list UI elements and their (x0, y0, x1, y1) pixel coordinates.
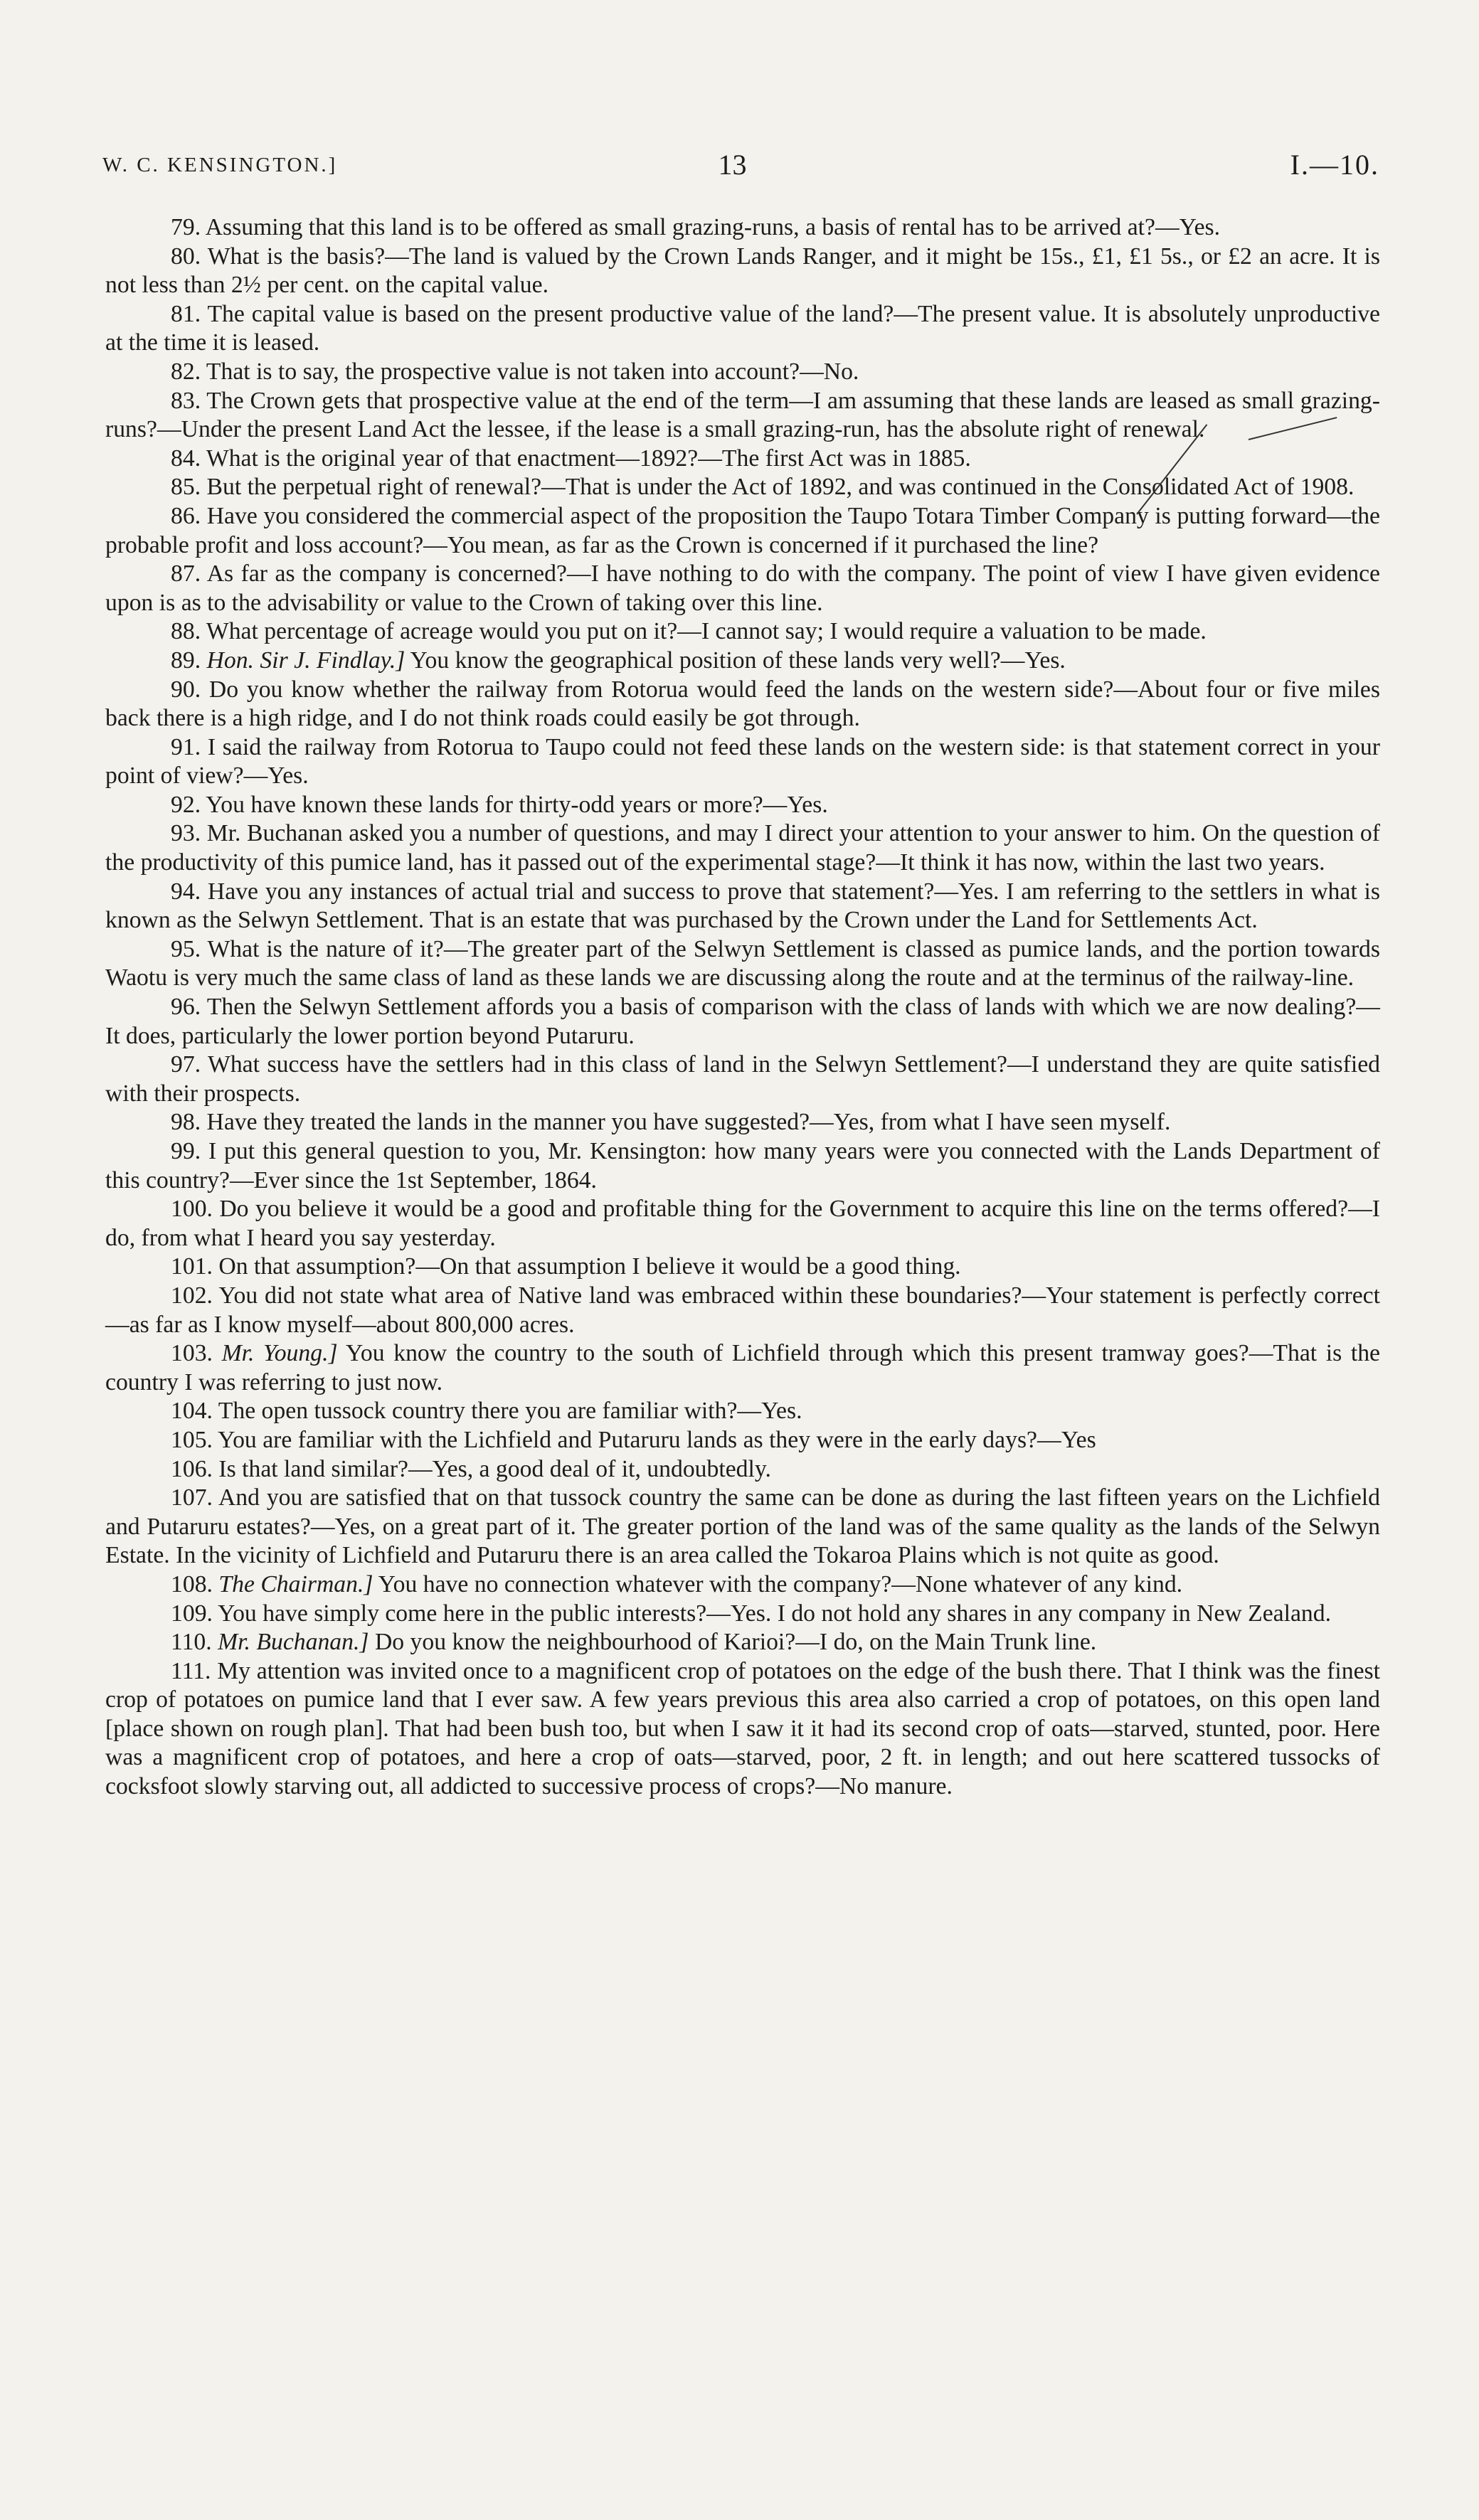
qa-paragraph: 87. As far as the company is concerned?—I have nothing to do with the company. The point of view I have given evidence upon is as to the advisability or value to the Crown of taking over this line. (105, 560, 1380, 616)
qa-paragraph: 98. Have they treated the lands in the manner you have suggested?—Yes, from what I have seen myself. (171, 1109, 1171, 1136)
qa-paragraph (105, 1570, 1380, 1600)
page-number: 13 (718, 149, 747, 181)
speaker-label: The Chairman.] (218, 1570, 373, 1597)
speaker-label: Mr. Young.] (221, 1340, 338, 1367)
qa-paragraph: 96. Then the Selwyn Settlement affords you a basis of comparison with the class of lands with which we are now dealing?—It does, particularly the lower portion beyond Putaruru. (105, 994, 1380, 1049)
evidence-transcript (105, 213, 1380, 1802)
document-reference: I.—10. (1290, 149, 1379, 181)
qa-paragraph: 106. Is that land similar?—Yes, a good deal of it, undoubtedly. (171, 1455, 771, 1482)
page-header (85, 148, 1379, 191)
qa-paragraph: 90. Do you know whether the railway from Rotorua would feed the lands on the western side?—About four or five miles back there is a high ridge, and I do not think roads could easily be got through. (105, 676, 1380, 732)
qa-paragraph: 80. What is the basis?—The land is valued by the Crown Lands Ranger, and it might be 15s., £1, £1 5s., or £2 an acre. It is not less than 2½ per cent. on the capital value. (105, 243, 1380, 299)
qa-paragraph: 100. Do you believe it would be a good and profitable thing for the Government to acquire this line on the terms offered?—I do, from what I heard you say yesterday. (105, 1196, 1380, 1251)
qa-paragraph: 83. The Crown gets that prospective value at the end of the term—I am assuming that these lands are leased as small grazing-runs?—Under the present Land Act the lessee, if the lease is a small grazing-run, has the absolute right of renewal. (105, 387, 1380, 443)
qa-paragraph: 105. You are familiar with the Lichfield and Putaruru lands as they were in the early days?—Yes (171, 1426, 1096, 1453)
qa-paragraph: 81. The capital value is based on the present productive value of the land?—The present value. It is absolutely unproductive at the time it is leased. (105, 300, 1380, 356)
qa-paragraph: 86. Have you considered the commercial aspect of the proposition the Taupo Totara Timber Company is putting forward—the probable profit and loss account?—You mean, as far as the Crown is concerned if it purchased the line? (105, 502, 1380, 558)
qa-paragraph: 85. But the perpetual right of renewal?—That is under the Act of 1892, and was continued in the Consolidated Act of 1908. (171, 474, 1355, 501)
qa-paragraph: 102. You did not state what area of Native land was embraced within these boundaries?—Your statement is perfectly correct—as far as I know myself—about 800,000 acres. (105, 1282, 1380, 1338)
qa-paragraph: 94. Have you any instances of actual trial and success to prove that statement?—Yes. I am referring to the settlers in what is known as the Selwyn Settlement. That is an estate that was purchased by the Crown under the Land for Settlements Act. (105, 878, 1380, 934)
qa-paragraph (105, 1628, 1380, 1657)
qa-paragraph: 104. The open tussock country there you are familiar with?—Yes. (171, 1398, 802, 1425)
paragraph-text: Do you know the neighbourhood of Karioi?—I do, on the Main Trunk line. (369, 1629, 1097, 1656)
paragraph-text: You know the geographical position of these lands very well?—Yes. (405, 647, 1066, 674)
qa-paragraph: 111. My attention was invited once to a magnificent crop of potatoes on the edge of the bush there. That I think was the finest crop of potatoes on pumice land that I ever saw. A few years previous this area also carried a crop of potatoes, on this open land [place shown on rough plan]. That had been bush too, but when I saw it it had its second crop of oats—starved, stunted, poor. Here was a magnificent crop of potatoes, and here a crop of oats—starved, poor, 2 ft. in length; and out here scattered tussocks of cocksfoot slowly starving out, all addicted to successive process of crops?—No manure. (105, 1657, 1380, 1800)
qa-paragraph: 109. You have simply come here in the public interests?—Yes. I do not hold any shares in any company in New Zealand. (171, 1600, 1332, 1627)
qa-paragraph: 91. I said the railway from Rotorua to Taupo could not feed these lands on the western side: is that statement correct in your point of view?—Yes. (105, 733, 1380, 790)
qa-paragraph: 93. Mr. Buchanan asked you a number of questions, and may I direct your attention to your answer to him. On the question of the productivity of this pumice land, has it passed out of the experimental stage?—It think it has now, within the last two years. (105, 820, 1380, 876)
qa-paragraph: 99. I put this general question to you, Mr. Kensington: how many years were you connected with the Lands Department of this country?—Ever since the 1st September, 1864. (105, 1138, 1380, 1193)
speaker-label: Mr. Buchanan.] (218, 1629, 369, 1656)
qa-paragraph: 88. What percentage of acreage would you put on it?—I cannot say; I would require a valuation to be made. (171, 618, 1207, 645)
qa-paragraph (105, 1339, 1380, 1397)
paragraph-text: You have no connection whatever with the company?—None whatever of any kind. (373, 1570, 1183, 1597)
question-number: 108. (171, 1570, 219, 1597)
question-number: 103. (171, 1340, 222, 1367)
qa-paragraph: 107. And you are satisfied that on that tussock country the same can be done as during the last fifteen years on the Lichfield and Putaruru estates?—Yes, on a great part of it. The greater portion of the land was of the same quality as the lands of the Selwyn Estate. In the vicinity of Lichfield and Putaruru there is an area called the Tokaroa Plains which is not quite as good. (105, 1484, 1380, 1569)
qa-paragraph: 79. Assuming that this land is to be offered as small grazing-runs, a basis of rental has to be arrived at?—Yes. (171, 214, 1221, 240)
qa-paragraph: 92. You have known these lands for thirty-odd years or more?—Yes. (171, 791, 828, 818)
question-number: 110. (171, 1629, 218, 1656)
qa-paragraph: 95. What is the nature of it?—The greater part of the Selwyn Settlement is classed as pumice lands, and the portion towards Waotu is very much the same class of land as these lands we are discussing along the route and at the terminus of the railway-line. (105, 935, 1380, 991)
question-number: 89. (171, 647, 207, 674)
paragraph-text: You know the country to the south of Lichfield through which this present tramway goes?—That is the country I was referring to just now. (105, 1340, 1380, 1395)
speaker-label: Hon. Sir J. Findlay.] (206, 647, 405, 674)
qa-paragraph: 97. What success have the settlers had in this class of land in the Selwyn Settlement?—I understand they are quite satisfied with their prospects. (105, 1051, 1380, 1107)
qa-paragraph (105, 647, 1380, 676)
witness-name: W. C. KENSINGTON.] (102, 154, 338, 176)
qa-paragraph: 82. That is to say, the prospective value is not taken into account?—No. (171, 358, 859, 385)
qa-paragraph: 84. What is the original year of that enactment—1892?—The first Act was in 1885. (171, 445, 971, 472)
qa-paragraph: 101. On that assumption?—On that assumption I believe it would be a good thing. (171, 1253, 961, 1280)
